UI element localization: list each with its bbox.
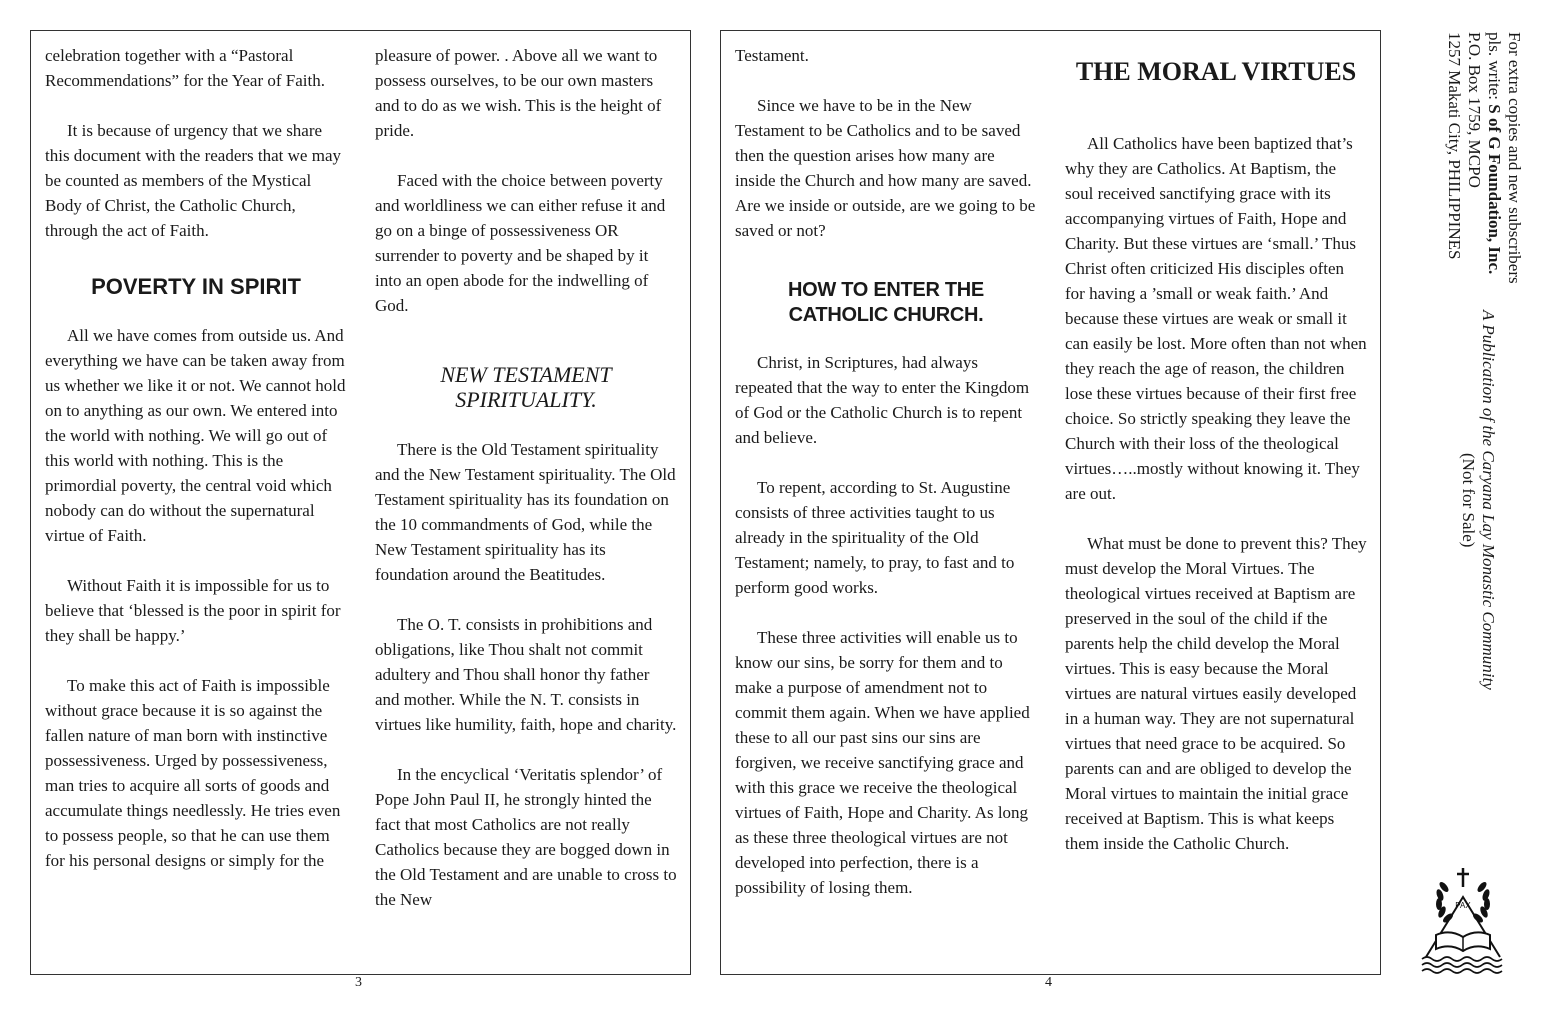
publication-block — [1458, 310, 1498, 690]
heading-poverty-in-spirit: POVERTY IN SPIRIT — [91, 274, 301, 299]
heading-line: CATHOLIC CHURCH. — [788, 304, 984, 326]
paragraph: Testament. — [735, 46, 809, 65]
page-4-frame — [720, 30, 1381, 975]
page-number-4: 4 — [1045, 975, 1052, 990]
paragraph: In the encyclical ‘Veritatis splendor’ of Pope John Paul II, he strongly hinted the fact that most Catholics are not really Catholics because they are bogged down in the Old Testament and are unable to cross to the New — [375, 765, 677, 909]
page-number-3: 3 — [355, 975, 362, 990]
page-3-column-2 — [375, 43, 677, 912]
heading-the-moral-virtues: THE MORAL VIRTUES — [1075, 57, 1357, 86]
paragraph: To repent, according to St. Augustine consists of three activities taught to us already in the spirituality of the Old Testament; namely, to pray, to fast and to perform good works. — [735, 478, 1015, 597]
address-line: P.O. Box 1759, MCPO — [1465, 32, 1484, 188]
page-3-frame — [30, 30, 691, 975]
page-4-column-1 — [735, 43, 1037, 900]
paragraph: Faced with the choice between poverty and worldliness we can either refuse it and go on a binge of possessiveness OR surrender to poverty and be shaped by it into an open abode for the indwelling of God. — [375, 171, 666, 315]
heading-how-to-enter-the-catholic-church — [735, 278, 1037, 328]
paragraph: Since we have to be in the New Testament to be Catholics and to be saved then the question arises how many are inside the Church and how many are saved. Are we inside or outside, are we going to be saved or not? — [735, 96, 1036, 240]
subscription-address-block — [1444, 32, 1524, 284]
pax-laurel-icon — [1418, 865, 1508, 975]
heading-new-testament-spirituality — [375, 362, 677, 412]
paragraph: Without Faith it is impossible for us to believe that ‘blessed is the poor in spirit for they shall be happy.’ — [45, 576, 341, 645]
paragraph: What must be done to prevent this? They must develop the Moral Virtues. The theological virtues received at Baptism are preserved in the soul of the child if the parents help the child develop the Moral virtues. This is easy because the Moral virtues are natural virtues easily developed in a human way. They are not supernatural virtues that need grace to be acquired. So parents can and are obliged to develop the Moral virtues to maintain the initial grace received at Baptism. This is what keeps them inside the Catholic Church. — [1065, 534, 1367, 853]
not-for-sale: (Not for Sale) — [1459, 452, 1478, 548]
page-3-column-1 — [45, 43, 347, 873]
paragraph: These three activities will enable us to know our sins, be sorry for them and to make a purpose of amendment not to commit them again. When we have applied these to all our past sins our sins are forgiven, we receive sanctifying grace and with this grace we receive the theological virtues of Faith, Hope and Charity. As long as these three theological virtues are not developed into perfection, there is a possibility of losing them. — [735, 628, 1030, 897]
address-prefix: pls. write: — [1485, 32, 1504, 105]
page-4-column-2 — [1065, 43, 1367, 856]
logo-pax-text: PAX — [1455, 901, 1471, 910]
paragraph: All we have comes from outside us. And everything we have can be taken away from us whether we like it or not. We cannot hold on to anything as our own. We entered into the world with nothing. We will go out of this world with nothing. This is the primordial poverty, the central void which nobody can do without the supernatural virtue of Faith. — [45, 326, 346, 545]
paragraph: To make this act of Faith is impossible without grace because it is so against the fallen nature of man born with instinctive possessiveness. Urged by possessiveness, man tries to acquire all sorts of goods and accumulate things needlessly. He tries even to possess people, so that he can use them for his personal designs or simply for the — [45, 676, 341, 870]
paragraph: It is because of urgency that we share this document with the readers that we may be counted as members of the Mystical Body of Christ, the Catholic Church, through the act of Faith. — [45, 121, 341, 240]
heading-line: SPIRITUALITY. — [455, 387, 597, 412]
paragraph: celebration together with a “Pastoral Recommendations” for the Year of Faith. — [45, 46, 325, 90]
publication-credit: A Publication of the Caryana Lay Monastic Community — [1479, 310, 1498, 690]
address-line: 1257 Makati City, PHILIPPINES — [1445, 32, 1464, 260]
community-logo — [1418, 865, 1508, 975]
heading-line: NEW TESTAMENT — [440, 362, 612, 387]
address-line: For extra copies and new subscribers — [1505, 32, 1524, 284]
address-line — [1484, 32, 1504, 284]
paragraph: Christ, in Scriptures, had always repeated that the way to enter the Kingdom of God or the Catholic Church is to repent and believe. — [735, 353, 1030, 447]
paragraph: The O. T. consists in prohibitions and obligations, like Thou shalt not commit adultery and Thou shall honor thy father and mother. While the N. T. consists in virtues like humility, faith, hope and charity. — [375, 615, 677, 734]
heading-line: HOW TO ENTER THE — [788, 279, 984, 301]
foundation-name: S of G Foundation, Inc. — [1485, 104, 1504, 275]
paragraph: pleasure of power. . Above all we want to possess ourselves, to be our own masters and to do as we wish. This is the height of pride. — [375, 46, 662, 140]
paragraph: All Catholics have been baptized that’s why they are Catholics. At Baptism, the soul received sanctifying grace with its accompanying virtues of Faith, Hope and Charity. But these virtues are ‘small.’ Thus Christ often criticized His disciples often for having a ’small or weak faith.’ And because these virtues are weak or small it can easily be lost. More often than not when they reach the age of reason, the children lose these virtues because of their first free choice. So strictly speaking they leave the Church with their loss of the theological virtues…..mostly without knowing it. They are out. — [1065, 134, 1367, 503]
paragraph: There is the Old Testament spirituality and the New Testament spirituality. The Old Testament spirituality has its foundation on the 10 commandments of God, while the New Testament spirituality has its foundation around the Beatitudes. — [375, 440, 676, 584]
